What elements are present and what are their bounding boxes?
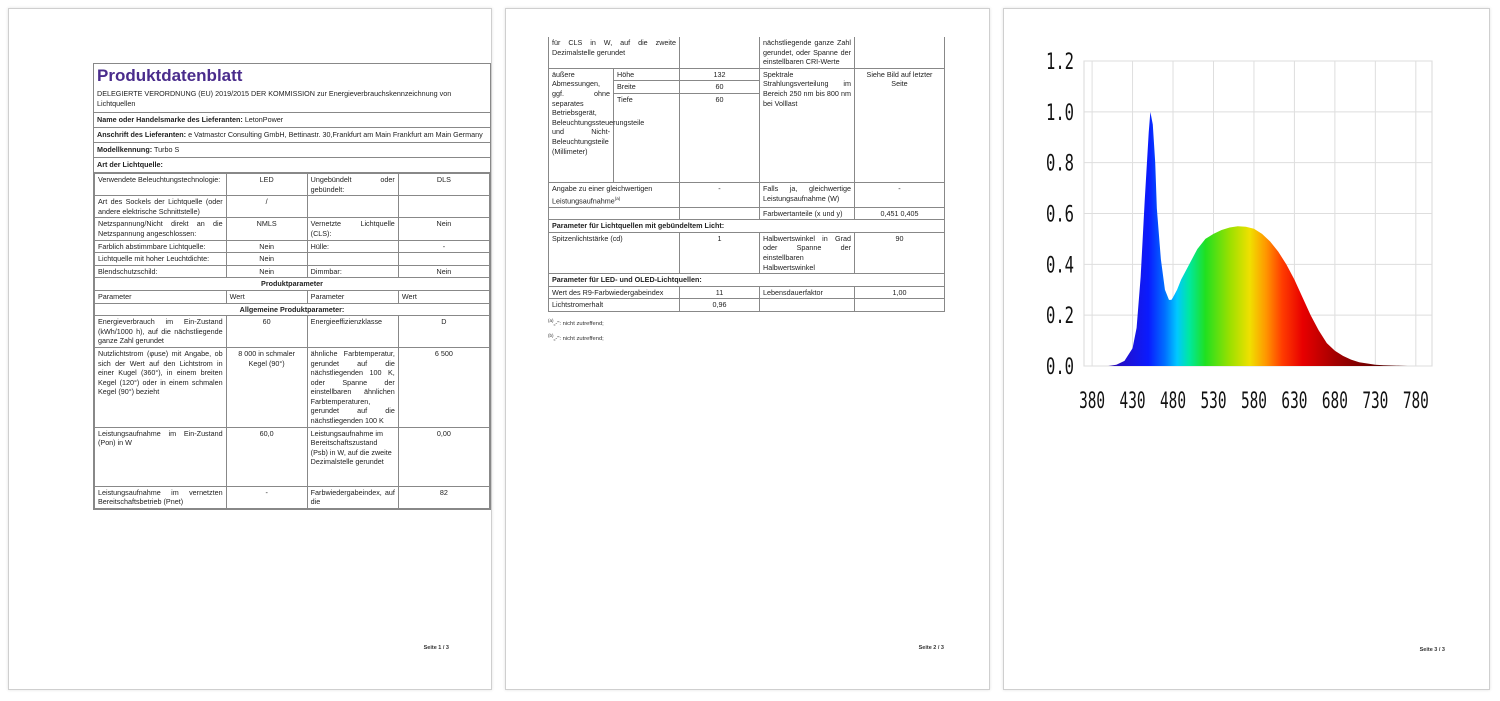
table-row	[95, 347, 490, 427]
page-number: Seite 1 / 3	[423, 645, 449, 651]
cell-empty	[549, 207, 680, 220]
peak-intensity-value: 1	[680, 232, 760, 273]
dim-label-hoehe: Höhe	[614, 68, 680, 81]
table-row	[95, 240, 490, 253]
table-row	[95, 174, 490, 196]
cell-label: Ungebündelt oder gebündelt:	[307, 174, 398, 196]
cell-empty	[855, 37, 945, 68]
cell-empty	[680, 37, 760, 68]
beam-angle-value: 90	[855, 232, 945, 273]
datasheet-page-1	[93, 63, 491, 510]
dim-label-tiefe: Tiefe	[614, 93, 680, 182]
spectral-value: Siehe Bild auf letzter Seite	[855, 68, 945, 182]
x-tick-label: 380	[1079, 389, 1106, 414]
cell-value: Nein	[398, 265, 489, 278]
regulation-subtitle: DELEGIERTE VERORDNUNG (EU) 2019/2015 DER KOMMISSION zur Energieverbrauchskennzeichnung von Lichtquellen	[94, 87, 490, 113]
cell-empty	[680, 207, 760, 220]
x-tick-label: 680	[1321, 389, 1348, 414]
section-header-row	[549, 274, 945, 287]
dim-value-breite: 60	[680, 81, 760, 94]
cell-value: Nein	[226, 253, 307, 266]
params-table-continued	[548, 37, 945, 312]
table-row	[549, 37, 945, 68]
page-number: Seite 2 / 3	[918, 645, 944, 651]
general-params-header: Allgemeine Produktparameter:	[95, 303, 490, 316]
table-row	[549, 232, 945, 273]
cell-empty	[307, 196, 398, 218]
x-tick-label: 430	[1119, 389, 1146, 414]
y-tick-label: 1.0	[1046, 100, 1074, 126]
cell-empty	[760, 299, 855, 312]
spectral-label: Spektrale Strahlungsverteilung im Bereich 250 nm bis 800 nm bei Volllast	[760, 68, 855, 182]
page-2	[505, 8, 990, 690]
cell-empty	[855, 299, 945, 312]
x-tick-label: 630	[1281, 389, 1308, 414]
table-row	[549, 286, 945, 299]
lightsource-type-header: Art der Lichtquelle:	[94, 158, 490, 173]
table-row	[95, 265, 490, 278]
lightsource-table	[94, 173, 490, 509]
x-tick-label: 480	[1160, 389, 1187, 414]
footnote-b: $^{(b)}$„-": nicht zutreffend;	[548, 332, 604, 342]
cell-value: -	[226, 486, 307, 508]
cell-label: Leistungsaufnahme im Bereitschaftszustand (Psb) in W, auf die zweite Dezimalstelle gerundet	[307, 427, 398, 486]
table-row	[95, 218, 490, 240]
cell-label: Netzspannung/Nicht direkt an die Netzspannung angeschlossen:	[95, 218, 227, 240]
cell-label: Hülle:	[307, 240, 398, 253]
maintenance-value: 0,96	[680, 299, 760, 312]
table-row	[549, 207, 945, 220]
table-row	[549, 68, 945, 81]
cell-value: /	[226, 196, 307, 218]
y-tick-labels	[1046, 50, 1074, 380]
table-row	[95, 427, 490, 486]
cell-value: Nein	[226, 265, 307, 278]
cell-label: Blendschutzschild:	[95, 265, 227, 278]
beam-angle-label: Halbwertswinkel in Grad oder Spanne der einstellbaren Halbwertswinkel	[760, 232, 855, 273]
led-header: Parameter für LED- und OLED-Lichtquellen:	[549, 274, 945, 287]
x-tick-label: 730	[1362, 389, 1389, 414]
dim-value-hoehe: 132	[680, 68, 760, 81]
dim-value-tiefe: 60	[680, 93, 760, 182]
cell-empty	[398, 253, 489, 266]
y-tick-label: 0.6	[1046, 202, 1074, 228]
chromaticity-value: 0,451 0,405	[855, 207, 945, 220]
page-3	[1003, 8, 1490, 690]
cell-empty	[398, 196, 489, 218]
model-label: Modellkennung:	[97, 145, 153, 154]
cell-label: für CLS in W, auf die zweite Dezimalstelle gerundet	[549, 37, 680, 68]
spectrum-chart	[1004, 9, 1489, 689]
supplier-line	[94, 113, 490, 128]
y-tick-label: 0.0	[1046, 355, 1074, 380]
cell-value: -	[398, 240, 489, 253]
column-header-row	[95, 290, 490, 303]
cell-label: Dimmbar:	[307, 265, 398, 278]
cell-value: NMLS	[226, 218, 307, 240]
cell-label: Energieeffizienzklasse	[307, 316, 398, 348]
table-row	[95, 196, 490, 218]
supplier-label: Name oder Handelsmarke des Lieferanten:	[97, 115, 243, 124]
cell-label: Farblich abstimmbare Lichtquelle:	[95, 240, 227, 253]
dimensions-label: äußere Abmessungen, ggf. ohne separates Betriebsgerät, Beleuchtungssteuerungsteile und Nicht-Beleuchtungsteile (Millimeter)	[549, 68, 614, 182]
cell-value: 82	[398, 486, 489, 508]
cell-label: ähnliche Farbtemperatur, gerundet auf die nächstliegenden 100 K, oder Spanne der einstellbaren ähnlichen Farbtemperaturen, gerundet auf die nächstliegenden 100 K	[307, 347, 398, 427]
y-tick-label: 0.8	[1046, 151, 1074, 177]
table-row	[549, 182, 945, 207]
y-tick-label: 1.2	[1046, 50, 1074, 75]
maintenance-label: Lichtstromerhalt	[549, 299, 680, 312]
dim-label-breite: Breite	[614, 81, 680, 94]
cell-label: Farbwiedergabeindex, auf die	[307, 486, 398, 508]
page-title: Produktdatenblatt	[97, 66, 243, 85]
cell-value: D	[398, 316, 489, 348]
datasheet-page-2	[548, 37, 944, 345]
cell-label: Nutzlichtstrom (φuse) mit Angabe, ob sich der Wert auf den Lichtstrom in einer Kugel (360°), in einem breiten Kegel (120°) oder in einem schmalen Kegel (90°) bezieht	[95, 347, 227, 427]
cell-value: DLS	[398, 174, 489, 196]
col-header-value: Wert	[226, 290, 307, 303]
r9-label: Wert des R9-Farbwiedergabeindex	[549, 286, 680, 299]
cell-label: Art des Sockels der Lichtquelle (oder andere elektrische Schnittstelle)	[95, 196, 227, 218]
cell-value: LED	[226, 174, 307, 196]
directional-header: Parameter für Lichtquellen mit gebündeltem Licht:	[549, 220, 945, 233]
y-tick-label: 0.4	[1046, 253, 1074, 279]
page-number: Seite 3 / 3	[1419, 647, 1445, 653]
cell-value: 0,00	[398, 427, 489, 486]
cell-value: 6 500	[398, 347, 489, 427]
cell-label: Vernetzte Lichtquelle (CLS):	[307, 218, 398, 240]
supplier-value: LetonPower	[244, 115, 284, 124]
lifetime-label: Lebensdauerfaktor	[760, 286, 855, 299]
section-header-row	[549, 220, 945, 233]
table-row	[95, 486, 490, 508]
model-line	[94, 143, 490, 158]
equiv-power-value: -	[680, 182, 760, 207]
y-tick-label: 0.2	[1046, 304, 1074, 330]
peak-intensity-label: Spitzenlichtstärke (cd)	[549, 232, 680, 273]
ifyes-label: Falls ja, gleichwertige Leistungsaufnahme (W)	[760, 182, 855, 207]
cell-value: Nein	[226, 240, 307, 253]
section-header-row	[95, 303, 490, 316]
col-header-param: Parameter	[307, 290, 398, 303]
x-tick-labels	[1079, 389, 1429, 414]
cell-label: Energieverbrauch im Ein-Zustand (kWh/1000 h), auf die nächstliegende ganze Zahl gerundet	[95, 316, 227, 348]
x-tick-label: 530	[1200, 389, 1227, 414]
cell-label: Leistungsaufnahme im Ein-Zustand (Pon) in W	[95, 427, 227, 486]
lifetime-value: 1,00	[855, 286, 945, 299]
table-row	[95, 253, 490, 266]
table-row	[549, 299, 945, 312]
cell-value: 8 000 in schmaler Kegel (90°)	[226, 347, 307, 427]
model-value: Turbo S	[153, 145, 180, 154]
col-header-param: Parameter	[95, 290, 227, 303]
page-1	[8, 8, 492, 690]
r9-value: 11	[680, 286, 760, 299]
cell-label: Verwendete Beleuchtungstechnologie:	[95, 174, 227, 196]
equiv-power-label: Angabe zu einer gleichwertigen Leistungsaufnahme$^{(a)}$	[549, 182, 680, 207]
table-row	[95, 316, 490, 348]
cell-value: 60,0	[226, 427, 307, 486]
x-tick-label: 580	[1240, 389, 1267, 414]
cell-value: Nein	[398, 218, 489, 240]
footnote-a: $^{(a)}$„-": nicht zutreffend;	[548, 317, 604, 327]
chromaticity-label: Farbwertanteile (x und y)	[760, 207, 855, 220]
address-value: e Vatmastcr Consulting GmbH, Bettinastr. 30,Frankfurt am Main Frankfurt am Main Germany	[188, 130, 483, 139]
cell-value: 60	[226, 316, 307, 348]
cell-label: Lichtquelle mit hoher Leuchtdichte:	[95, 253, 227, 266]
x-tick-label: 780	[1402, 389, 1429, 414]
section-header-row	[95, 278, 490, 291]
cell-label: nächstliegende ganze Zahl gerundet, oder Spanne der einstellbaren CRI-Werte	[760, 37, 855, 68]
cell-label: Leistungsaufnahme im vernetzten Bereitschaftsbetrieb (Pnet)	[95, 486, 227, 508]
col-header-value: Wert	[398, 290, 489, 303]
product-params-header: Produktparameter	[95, 278, 490, 291]
cell-empty	[307, 253, 398, 266]
ifyes-value: -	[855, 182, 945, 207]
address-label: Anschrift des Lieferanten:	[97, 130, 187, 139]
address-line	[94, 128, 490, 143]
